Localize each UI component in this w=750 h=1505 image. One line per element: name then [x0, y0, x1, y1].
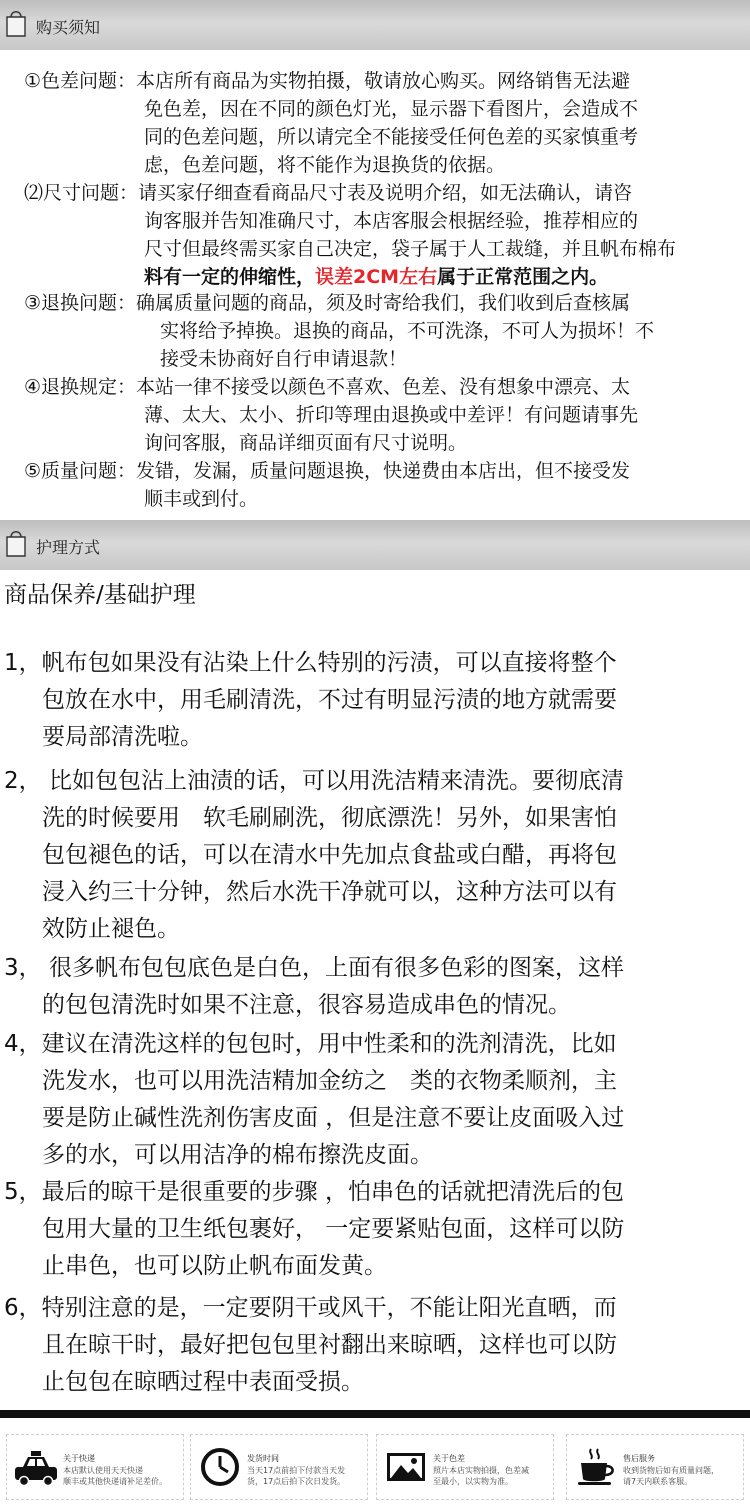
clock-icon	[197, 1445, 243, 1489]
notice-text: 料有一定的伸缩性，	[144, 266, 316, 288]
care-line: 包用大量的卫生纸包裹好， 一定要紧贴包面，这样可以防	[42, 1216, 625, 1242]
care-line: 包包褪色的话，可以在清水中先加点食盐或白醋，再将包	[42, 842, 617, 868]
care-line: 要是防止碱性洗剂伤害皮面 ，但是注意不要让皮面吸入过	[42, 1105, 625, 1131]
service-description-line: 请7天内联系客服。	[623, 1477, 693, 1486]
care-line: 洗发水，也可以用洗洁精加金纺之 类的衣物柔顺剂，主	[42, 1068, 617, 1094]
taxi-icon	[13, 1445, 59, 1489]
service-description-line: 收到货物后如有质量问题，	[623, 1466, 719, 1475]
notice-line: ④退换规定：本站一律不接受以颜色不喜欢、色差、没有想象中漂亮、太	[24, 376, 631, 398]
care-line: 洗的时候要用 软毛刷刷洗，彻底漂洗！另外，如果害怕	[42, 805, 617, 831]
care-line: 的包包清洗时如果不注意，很容易造成串色的情况。	[42, 992, 571, 1018]
notice-text: 属于正常范围之内。	[437, 266, 609, 288]
service-title: 关于快递	[63, 1454, 95, 1463]
service-description-line: 当天17点前拍下付款当天发	[247, 1466, 346, 1475]
section-title: 购买须知	[36, 18, 101, 37]
care-title: 商品保养/基础护理	[4, 582, 196, 608]
care-line: 4，建议在清洗这样的包包时，用中性柔和的洗剂清洗，比如	[4, 1031, 617, 1057]
coffee-cup-icon	[573, 1445, 619, 1489]
shopping-bag-icon	[4, 8, 28, 38]
notice-line: ①色差问题：本店所有商品为实物拍摄，敬请放心购买。网络销售无法避	[24, 70, 631, 92]
notice-line: ⑵尺寸问题：请买家仔细查看商品尺寸表及说明介绍，如无法确认，请咨	[24, 182, 633, 204]
picture-icon	[383, 1445, 429, 1489]
care-line: 2， 比如包包沾上油渍的话，可以用洗洁精来清洗。要彻底清	[4, 768, 624, 794]
care-line: 止包包在晾晒过程中表面受损。	[42, 1369, 364, 1395]
service-description	[623, 1465, 719, 1487]
care-line: 浸入约三十分钟，然后水洗干净就可以，这种方法可以有	[42, 879, 617, 905]
divider	[0, 1410, 750, 1418]
notice-line: 免色差，因在不同的颜色灯光，显示器下看图片，会造成不	[144, 98, 639, 120]
care-line: 要局部清洗啦。	[42, 724, 203, 750]
service-description	[63, 1465, 167, 1487]
service-description-line: 照片本店实物拍摄，色差减	[433, 1466, 529, 1475]
care-line: 6，特别注意的是，一定要阴干或风干，不能让阳光直晒，而	[4, 1295, 617, 1321]
notice-line: 询客服并告知准确尺寸，本店客服会根据经验，推荐相应的	[144, 210, 639, 232]
service-description-line: 本店默认使用天天快递	[63, 1466, 143, 1475]
notice-line: 实将给予掉换。退换的商品，不可洗涤，不可人为损坏！不	[160, 320, 655, 342]
service-description	[433, 1465, 529, 1487]
notice-line	[144, 262, 608, 289]
care-line: 且在晾干时，最好把包包里衬翻出来晾晒，这样也可以防	[42, 1332, 617, 1358]
care-line: 效防止褪色。	[42, 916, 180, 942]
service-box	[376, 1434, 554, 1500]
section-header-care	[0, 520, 750, 570]
care-line: 1，帆布包如果没有沾染上什么特别的污渍，可以直接将整个	[4, 650, 617, 676]
service-title: 发货时间	[247, 1454, 279, 1463]
service-description-line: 货，17点后拍下次日发货。	[247, 1477, 346, 1486]
care-line: 多的水，可以用洁净的棉布擦洗皮面。	[42, 1142, 433, 1168]
care-line: 止串色，也可以防止帆布面发黄。	[42, 1253, 387, 1279]
care-line: 3， 很多帆布包包底色是白色，上面有很多色彩的图案，这样	[4, 955, 624, 981]
service-title: 售后服务	[623, 1454, 655, 1463]
notice-line: 虑，色差问题，将不能作为退换货的依据。	[144, 154, 506, 176]
service-description	[247, 1465, 345, 1487]
notice-line: 接受未协商好自行申请退款！	[160, 348, 408, 370]
shopping-bag-icon	[4, 528, 28, 558]
service-box	[566, 1434, 744, 1500]
service-title: 关于色差	[433, 1454, 465, 1463]
care-line: 5，最后的晾干是很重要的步骤 ，怕串色的话就把清洗后的包	[4, 1179, 624, 1205]
notice-line: 同的色差问题，所以请完全不能接受任何色差的买家慎重考	[144, 126, 639, 148]
notice-line: ⑤质量问题：发错，发漏，质量问题退换，快递费由本店出，但不接受发	[24, 460, 631, 482]
care-line: 包放在水中，用毛刷清洗，不过有明显污渍的地方就需要	[42, 687, 617, 713]
section-header-purchase-notice	[0, 0, 750, 50]
service-box	[190, 1434, 368, 1500]
notice-line: 询问客服，商品详细页面有尺寸说明。	[144, 432, 468, 454]
section-title: 护理方式	[36, 538, 101, 557]
notice-line: 尺寸但最终需买家自己决定，袋子属于人工裁缝，并且帆布棉布	[144, 238, 677, 260]
highlight-text: 误差2CM左右	[315, 266, 438, 288]
notice-line: ③退换问题：确属质量问题的商品，须及时寄给我们，我们收到后查核属	[24, 292, 631, 314]
service-description-line: 顺丰或其他快递请补足差价。	[63, 1477, 167, 1486]
service-box	[6, 1434, 184, 1500]
notice-line: 顺丰或到付。	[144, 488, 259, 510]
notice-line: 薄、太大、太小、折印等理由退换或中差评！有问题请事先	[144, 404, 639, 426]
service-description-line: 至最小，以实物为准。	[433, 1477, 513, 1486]
